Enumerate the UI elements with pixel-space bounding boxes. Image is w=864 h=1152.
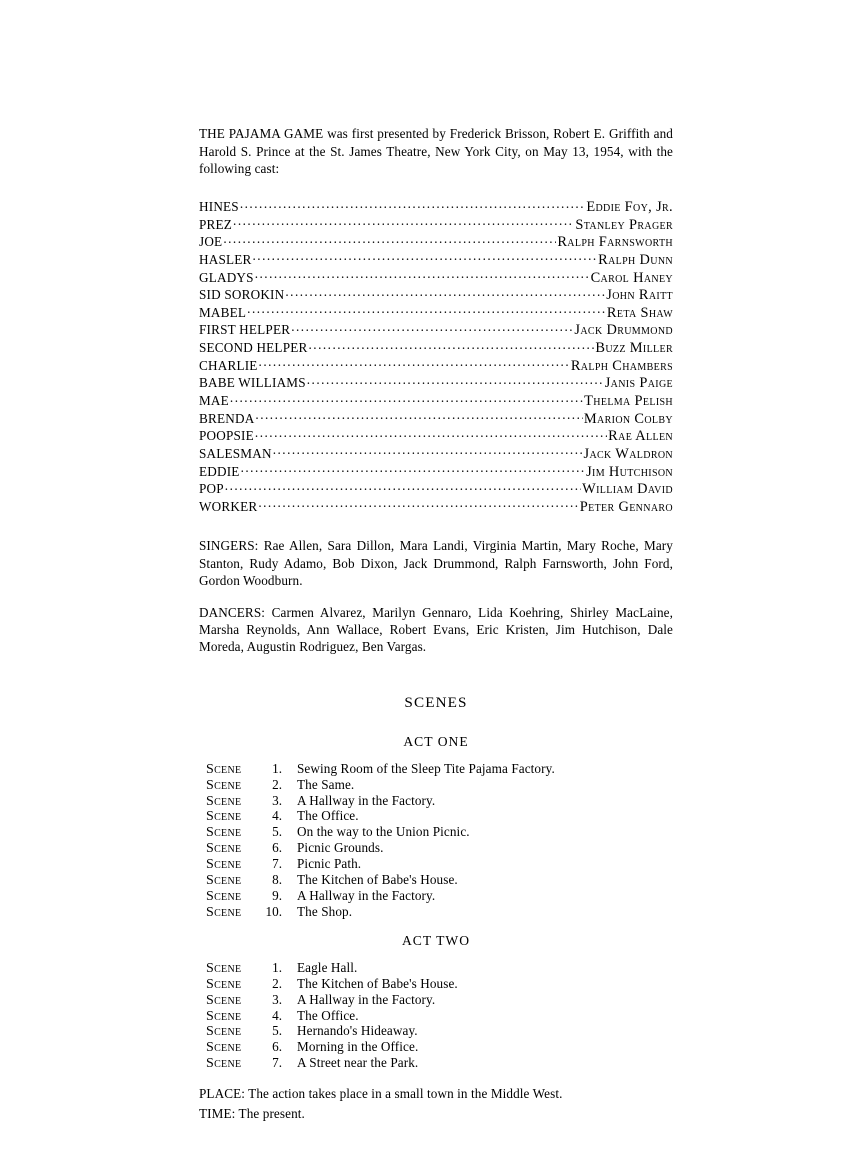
- scene-label: Scene: [206, 761, 242, 777]
- scene-row: [199, 977, 673, 993]
- singers-paragraph: SINGERS: Rae Allen, Sara Dillon, Mara Landi, Virginia Martin, Mary Roche, Mary Stanton, Rudy Adamo, Bob Dixon, Jack Drummond, Ralph Farnsworth, John Ford, Gordon Woodburn.: [199, 538, 673, 589]
- cast-row: [199, 286, 673, 304]
- scene-title: Picnic Grounds.: [297, 840, 384, 856]
- act-one-scene-list: [199, 762, 673, 921]
- scene-number: 4.: [272, 808, 282, 824]
- cast-actor: Reta Shaw: [606, 304, 673, 321]
- cast-role: CHARLIE: [199, 357, 258, 373]
- leader-dots: [247, 304, 606, 317]
- scene-number: 5.: [272, 824, 282, 840]
- leader-dots: [230, 392, 583, 405]
- leader-dots: [255, 268, 590, 281]
- scene-row: [199, 841, 673, 857]
- scene-label: Scene: [206, 873, 242, 889]
- document-page: [199, 125, 673, 1122]
- leader-dots: [223, 233, 556, 246]
- cast-role: EDDIE: [199, 463, 240, 479]
- cast-actor: Stanley Prager: [575, 216, 673, 233]
- leader-dots: [233, 215, 574, 228]
- scene-title: A Street near the Park.: [297, 1055, 419, 1071]
- cast-list: [199, 198, 673, 516]
- leader-dots: [253, 251, 598, 264]
- scene-row: [199, 809, 673, 825]
- scene-number: 1.: [272, 959, 282, 975]
- cast-row: [199, 374, 673, 392]
- cast-row: [199, 498, 673, 516]
- scene-number: 7.: [272, 1055, 282, 1071]
- scene-title: A Hallway in the Factory.: [297, 792, 436, 808]
- cast-row: [199, 462, 673, 480]
- leader-dots: [241, 462, 586, 475]
- cast-actor: Peter Gennaro: [579, 498, 673, 515]
- scene-row: [199, 889, 673, 905]
- scene-label: Scene: [206, 809, 242, 825]
- scene-row: [199, 993, 673, 1009]
- cast-actor: Rae Allen: [608, 428, 673, 445]
- cast-actor: William David: [582, 481, 673, 498]
- scene-label: Scene: [206, 904, 242, 920]
- scene-number: 10.: [265, 903, 282, 919]
- cast-row: [199, 198, 673, 216]
- scene-row: [199, 905, 673, 921]
- cast-row: [199, 251, 673, 269]
- scene-label: Scene: [206, 857, 242, 873]
- cast-row: [199, 357, 673, 375]
- cast-role: SECOND HELPER: [199, 340, 308, 356]
- scene-label: Scene: [206, 889, 242, 904]
- scene-title: The Shop.: [297, 903, 353, 919]
- cast-actor: Jack Drummond: [574, 322, 673, 339]
- cast-actor: Marion Colby: [583, 410, 673, 427]
- cast-actor: Eddie Foy, Jr.: [586, 198, 673, 215]
- scene-row: [199, 961, 673, 977]
- cast-actor: Jim Hutchison: [586, 463, 673, 480]
- scene-number: 1.: [272, 760, 282, 776]
- scene-number: 2.: [272, 975, 282, 991]
- cast-actor: Janis Paige: [604, 375, 673, 392]
- scene-row: [199, 1056, 673, 1072]
- cast-role: GLADYS: [199, 269, 254, 285]
- scene-row: [199, 1024, 673, 1040]
- scene-label: Scene: [206, 976, 242, 992]
- scene-number: 3.: [272, 991, 282, 1007]
- leader-dots: [255, 427, 607, 440]
- scene-number: 5.: [272, 1023, 282, 1039]
- scene-title: The Office.: [297, 808, 359, 824]
- scene-title: The Kitchen of Babe's House.: [297, 872, 458, 888]
- scene-title: A Hallway in the Factory.: [297, 991, 436, 1007]
- cast-row: [199, 268, 673, 286]
- cast-role: BRENDA: [199, 410, 255, 426]
- cast-actor: John Raitt: [606, 287, 673, 304]
- cast-actor: Thelma Pelish: [584, 393, 673, 410]
- cast-role: BABE WILLIAMS: [199, 375, 306, 391]
- cast-role: FIRST HELPER: [199, 322, 291, 338]
- scene-label: Scene: [206, 793, 242, 809]
- leader-dots: [308, 339, 594, 352]
- cast-actor: Ralph Dunn: [598, 251, 673, 268]
- scene-row: [199, 1009, 673, 1025]
- scene-number: 9.: [272, 888, 282, 903]
- cast-row: [199, 339, 673, 357]
- cast-role: MABEL: [199, 304, 247, 320]
- cast-row: [199, 321, 673, 339]
- scene-title: A Hallway in the Factory.: [297, 888, 436, 903]
- scene-label: Scene: [206, 1008, 242, 1024]
- scene-number: 6.: [272, 1039, 282, 1055]
- scene-label: Scene: [206, 1040, 242, 1056]
- cast-role: MAE: [199, 393, 229, 409]
- cast-role: SALESMAN: [199, 445, 272, 461]
- scene-number: 3.: [272, 792, 282, 808]
- scenes-section: [199, 694, 673, 1123]
- scene-label: Scene: [206, 841, 242, 857]
- cast-role: POOPSIE: [199, 428, 254, 444]
- scene-row: [199, 778, 673, 794]
- scene-title: Sewing Room of the Sleep Tite Pajama Factory.: [297, 760, 555, 776]
- scene-title: The Same.: [297, 776, 355, 792]
- scene-row: [199, 825, 673, 841]
- cast-actor: Buzz Miller: [595, 340, 673, 357]
- leader-dots: [285, 286, 605, 299]
- scene-number: 4.: [272, 1007, 282, 1023]
- leader-dots: [225, 480, 581, 493]
- scene-number: 2.: [272, 776, 282, 792]
- cast-role: HINES: [199, 198, 239, 214]
- scene-number: 8.: [272, 872, 282, 888]
- cast-row: [199, 427, 673, 445]
- scene-title: The Office.: [297, 1007, 359, 1023]
- cast-row: [199, 304, 673, 322]
- cast-row: [199, 392, 673, 410]
- scene-label: Scene: [206, 1056, 242, 1072]
- scene-label: Scene: [206, 992, 242, 1008]
- cast-row: [199, 233, 673, 251]
- scene-label: Scene: [206, 777, 242, 793]
- production-credit-paragraph: THE PAJAMA GAME was first presented by Frederick Brisson, Robert E. Griffith and Harold S. Prince at the St. James Theatre, New York City, on May 13, 1954, with the following cast:: [199, 126, 673, 177]
- scene-title: Eagle Hall.: [297, 959, 358, 975]
- cast-role: PREZ: [199, 216, 233, 232]
- cast-role: HASLER: [199, 251, 252, 267]
- scene-row: [199, 762, 673, 778]
- scene-title: Picnic Path.: [297, 856, 362, 872]
- act-two-heading: ACT TWO: [401, 932, 471, 948]
- scene-number: 7.: [272, 856, 282, 872]
- cast-role: JOE: [199, 234, 223, 250]
- leader-dots: [273, 445, 583, 458]
- scene-label: Scene: [206, 1024, 242, 1040]
- scenes-heading: SCENES: [404, 693, 468, 711]
- scene-title: Morning in the Office.: [297, 1039, 419, 1055]
- time-note: TIME: The present.: [199, 1105, 305, 1121]
- dancers-paragraph: DANCERS: Carmen Alvarez, Marilyn Gennaro, Lida Koehring, Shirley MacLaine, Marsha Reynolds, Ann Wallace, Robert Evans, Eric Kristen, Jim Hutchison, Dale Moreda, Augustin Rodriguez, Ben Vargas.: [199, 604, 673, 655]
- cast-actor: Ralph Farnsworth: [557, 234, 673, 251]
- cast-row: [199, 409, 673, 427]
- leader-dots: [255, 409, 582, 422]
- cast-actor: Jack Waldron: [583, 445, 673, 462]
- cast-role: SID SOROKIN: [199, 287, 285, 303]
- scene-row: [199, 1040, 673, 1056]
- leader-dots: [307, 374, 604, 387]
- cast-row: [199, 215, 673, 233]
- scene-title: Hernando's Hideaway.: [297, 1023, 418, 1039]
- scene-number: 6.: [272, 840, 282, 856]
- cast-actor: Carol Haney: [590, 269, 673, 286]
- act-one-heading: ACT ONE: [403, 733, 469, 749]
- cast-role: POP: [199, 481, 224, 497]
- act-two-scene-list: [199, 961, 673, 1072]
- leader-dots: [240, 198, 585, 211]
- scene-row: [199, 857, 673, 873]
- place-note: PLACE: The action takes place in a small town in the Middle West.: [199, 1086, 563, 1102]
- cast-row: [199, 480, 673, 498]
- scene-label: Scene: [206, 825, 242, 841]
- scene-row: [199, 794, 673, 810]
- cast-actor: Ralph Chambers: [570, 357, 673, 374]
- scene-title: On the way to the Union Picnic.: [297, 824, 470, 840]
- scene-row: [199, 873, 673, 889]
- cast-role: WORKER: [199, 498, 258, 514]
- leader-dots: [258, 498, 578, 511]
- scene-label: Scene: [206, 960, 242, 976]
- leader-dots: [291, 321, 573, 334]
- cast-row: [199, 445, 673, 463]
- leader-dots: [259, 357, 570, 370]
- scene-title: The Kitchen of Babe's House.: [297, 975, 458, 991]
